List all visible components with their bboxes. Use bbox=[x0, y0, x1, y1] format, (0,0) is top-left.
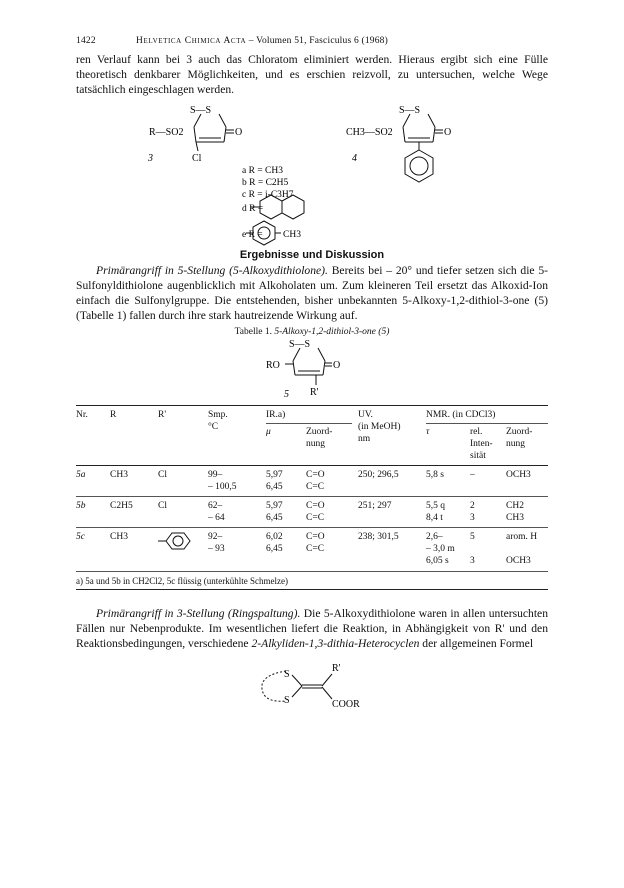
r-so2-label: R—SO2 bbox=[149, 127, 184, 138]
substituent-a: a R = CH3 bbox=[242, 166, 283, 176]
paragraph-5-lead: Primärangriff in 5-Stellung bbox=[96, 264, 226, 277]
paragraph-5-text: Bereits bei – 20° und tiefer setzen sich die 5-Sulfonyldithiolone augenblicklich mit Alkoholaten um. Zum kleineren Teil ersetzt das Alkoxid-Ion einfach die Sulfonylgruppe. Die entstehenden, bisher unbekannten 5-Alkoxy-1,2-dithiol-3-one (5) (Tabelle 1) fallen durch ihre stark hautreizende Wirkung auf. bbox=[76, 264, 549, 322]
carbonyl-4: O bbox=[444, 127, 452, 138]
table-rprime: R' bbox=[310, 387, 319, 398]
page bbox=[76, 36, 548, 717]
journal-name: Helvetica Chimica Acta bbox=[136, 36, 247, 46]
formula-s-top: S bbox=[284, 669, 290, 680]
formula-cooR: COOR bbox=[332, 699, 360, 710]
table-row: 5c CH3 92– – 93 6,02 6,45 C=O C=C 238; 301,5 2,6– – 3,0 m 6,05 s 5 3 arom. H OCH3 bbox=[76, 532, 538, 566]
table-compound-5: 5 bbox=[284, 389, 289, 400]
table-header-row: Nr. R R' Smp. °C IR.a) μ Zuord-nung UV. (in MeOH) nm NMR. (in CDCl3) τ rel. Inten-sität Zuord-nung bbox=[76, 406, 548, 462]
formula-rprime: R' bbox=[332, 663, 341, 674]
substituent-e: e R = bbox=[242, 230, 263, 240]
table-structure-5 bbox=[76, 337, 548, 405]
paragraph-3-position: Primärangriff in 3-Stellung (Ringspaltung). Die 5-Alkoxydithiolone waren in allen untersuchten Fällen nur Nebenprodukte. Im wesentlichen liefert die Reaktion, in Abhängigkeit von R' und den Reaktionsbedingungen, verschiedene 2-Alkyliden-1,3-dithia-Heterocyclen der allgemeinen Formel bbox=[76, 607, 548, 650]
table-carbonyl: O bbox=[333, 360, 341, 371]
volume-info: – Volumen 51, Fasciculus 6 (1968) bbox=[248, 36, 388, 46]
page-number: 1422 bbox=[76, 36, 96, 46]
section-heading: Ergebnisse und Diskussion bbox=[239, 249, 385, 261]
substituent-b: b R = C2H5 bbox=[242, 178, 289, 188]
substituent-d: d R = bbox=[242, 204, 264, 214]
table-footnote: a) 5a und 5b in CH2Cl2, 5c flüssig (unterkühlte Schmelze) bbox=[76, 576, 288, 586]
substituent-c: c R = i-C3H7 bbox=[242, 190, 294, 200]
table-ro-label: RO bbox=[266, 360, 280, 371]
carbonyl-3: O bbox=[235, 127, 243, 138]
structure-general-formula bbox=[76, 657, 548, 717]
ring-label-3: S—S bbox=[190, 105, 212, 116]
table-ring-label: S—S bbox=[289, 339, 311, 350]
formula-s-bottom: S bbox=[284, 695, 290, 706]
compound-number-4: 4 bbox=[352, 153, 357, 164]
cl-label: Cl bbox=[192, 153, 202, 164]
ring-label-4: S—S bbox=[399, 105, 421, 116]
structure-scheme-3-4 bbox=[76, 97, 548, 247]
phenyl-structure bbox=[158, 531, 198, 553]
substituent-e-methyl: CH3 bbox=[283, 230, 301, 240]
paragraph-intro: ren Verlauf kann bei 3 auch das Chloratom eliminiert werden. Hieraus ergibt sich eine Fülle theoretisch denkbarer Möglichkeiten, und es erschien reizvoll, zu untersuchen, welche Wege tatsächlich eingeschlagen werden. bbox=[76, 53, 548, 96]
data-table bbox=[76, 406, 548, 567]
paragraph-5-position bbox=[76, 263, 548, 323]
ch3-so2-label: CH3—SO2 bbox=[346, 127, 393, 138]
compound-number-3: 3 bbox=[148, 153, 153, 164]
table-row: 5a CH3 Cl 99– – 100,5 5,97 6,45 C=O C=C 250; 296,5 5,8 s – OCH3 bbox=[76, 470, 531, 492]
table-row: 5b C2H5 Cl 62– – 64 5,97 6,45 C=O C=C 251; 297 5,5 q 8,4 t 2 3 CH2 CH3 bbox=[76, 501, 524, 523]
running-header bbox=[76, 36, 548, 46]
paragraph-5-lead2: (5-Alkoxydithiolone). bbox=[229, 264, 328, 277]
table-caption: Tabelle 1. 5-Alkoxy-1,2-dithiol-3-one (5) bbox=[234, 327, 390, 337]
